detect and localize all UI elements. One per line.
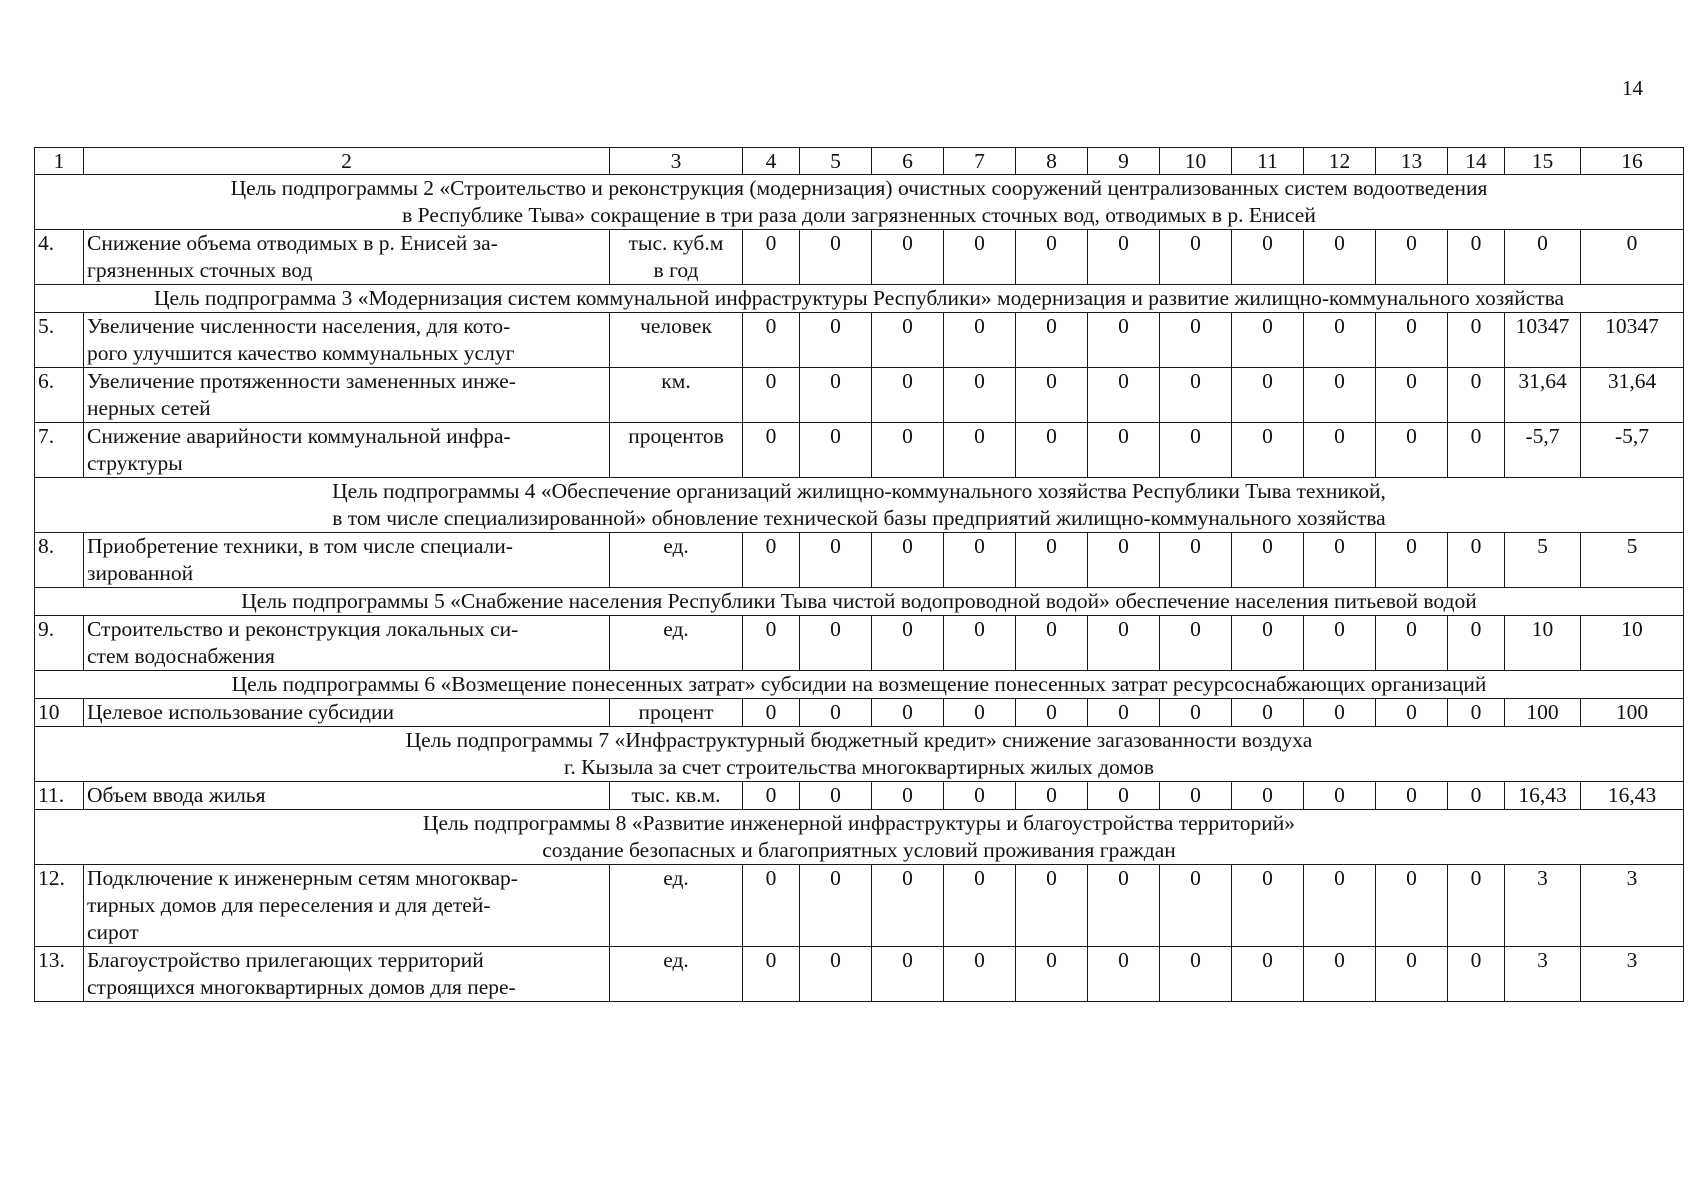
- value-cell: 0: [1088, 423, 1160, 478]
- value-cell: 0: [800, 616, 872, 671]
- row-number: 13.: [35, 947, 84, 1002]
- value-cell: 0: [1016, 313, 1088, 368]
- value-cell: 0: [1160, 313, 1232, 368]
- indicator-name-line: структуры: [87, 451, 183, 475]
- indicator-name-line: сирот: [87, 920, 139, 944]
- header-cell: 6: [872, 148, 944, 175]
- indicator-name: [84, 533, 610, 588]
- value-cell: 0: [1304, 313, 1376, 368]
- header-cell: 5: [800, 148, 872, 175]
- value-cell: 0: [1304, 782, 1376, 810]
- value-cell: 0: [1448, 423, 1505, 478]
- value-cell: 0: [1232, 313, 1304, 368]
- unit-of-measure: [610, 782, 743, 810]
- unit-of-measure: [610, 423, 743, 478]
- indicator-name-line: строящихся многоквартирных домов для пере-: [87, 975, 516, 999]
- value-cell: 0: [800, 230, 872, 285]
- indicator-name-line: Строительство и реконструкция локальных си-: [87, 617, 519, 641]
- value-cell: 0: [1232, 782, 1304, 810]
- value-cell: 0: [1376, 423, 1448, 478]
- value-cell: 0: [1448, 699, 1505, 727]
- indicator-name: [84, 230, 610, 285]
- unit-line: ед.: [663, 948, 689, 972]
- unit-of-measure: [610, 699, 743, 727]
- indicator-name-line: Благоустройство прилегающих территорий: [87, 948, 484, 972]
- value-cell: 0: [743, 368, 800, 423]
- indicator-row: [35, 782, 1684, 810]
- value-cell: 0: [1232, 423, 1304, 478]
- value-cell: 3: [1581, 947, 1684, 1002]
- row-number: 12.: [35, 865, 84, 947]
- value-cell: 0: [944, 699, 1016, 727]
- indicator-name-line: зированной: [87, 561, 194, 585]
- header-cell: 7: [944, 148, 1016, 175]
- value-cell: 3: [1505, 947, 1581, 1002]
- value-cell: 0: [1016, 423, 1088, 478]
- value-cell: 0: [1016, 230, 1088, 285]
- value-cell: 5: [1581, 533, 1684, 588]
- indicator-name: [84, 313, 610, 368]
- indicator-name: [84, 699, 610, 727]
- value-cell: 0: [1376, 533, 1448, 588]
- value-cell: 0: [800, 368, 872, 423]
- goal-row: [35, 671, 1684, 699]
- goal-text-line: создание безопасных и благоприятных условий проживания граждан: [542, 838, 1176, 862]
- value-cell: 0: [1232, 368, 1304, 423]
- indicator-name-line: Увеличение протяженности замененных инже-: [87, 369, 516, 393]
- value-cell: 0: [743, 313, 800, 368]
- unit-line: человек: [640, 314, 712, 338]
- value-cell: 0: [1232, 230, 1304, 285]
- value-cell: 0: [1376, 230, 1448, 285]
- value-cell: 0: [743, 782, 800, 810]
- row-number: 5.: [35, 313, 84, 368]
- table-body: [35, 148, 1684, 1002]
- header-cell: 3: [610, 148, 743, 175]
- value-cell: 0: [800, 313, 872, 368]
- value-cell: 0: [1232, 947, 1304, 1002]
- value-cell: 0: [1088, 616, 1160, 671]
- header-row: [35, 148, 1684, 175]
- indicator-name-line: Приобретение техники, в том числе специали-: [87, 534, 513, 558]
- value-cell: 0: [1448, 782, 1505, 810]
- value-cell: 0: [1581, 230, 1684, 285]
- indicator-name-line: нерных сетей: [87, 396, 211, 420]
- value-cell: 5: [1505, 533, 1581, 588]
- value-cell: 0: [1376, 947, 1448, 1002]
- value-cell: 0: [1232, 865, 1304, 947]
- value-cell: 0: [944, 230, 1016, 285]
- indicator-name-line: тирных домов для переселения и для детей-: [87, 893, 491, 917]
- value-cell: 0: [872, 865, 944, 947]
- value-cell: 0: [743, 533, 800, 588]
- header-cell: 12: [1304, 148, 1376, 175]
- value-cell: 0: [1448, 533, 1505, 588]
- indicator-row: [35, 533, 1684, 588]
- value-cell: 10347: [1581, 313, 1684, 368]
- unit-line: км.: [661, 369, 691, 393]
- value-cell: 0: [1304, 699, 1376, 727]
- indicator-row: [35, 947, 1684, 1002]
- unit-line: тыс. кв.м.: [631, 783, 721, 807]
- value-cell: 0: [1304, 533, 1376, 588]
- unit-line: ед.: [663, 866, 689, 890]
- value-cell: 0: [1088, 533, 1160, 588]
- value-cell: 0: [944, 423, 1016, 478]
- indicator-row: [35, 368, 1684, 423]
- indicator-name: [84, 616, 610, 671]
- goal-text-line: Цель подпрограммы 7 «Инфраструктурный бюджетный кредит» снижение загазованности воздуха: [405, 728, 1313, 752]
- indicator-name-line: Подключение к инженерным сетям многоквар-: [87, 866, 518, 890]
- value-cell: 0: [1505, 230, 1581, 285]
- value-cell: 0: [1376, 313, 1448, 368]
- value-cell: 0: [1304, 423, 1376, 478]
- indicator-name-line: Снижение объема отводимых в р. Енисей за-: [87, 231, 498, 255]
- indicator-name: [84, 782, 610, 810]
- value-cell: 10347: [1505, 313, 1581, 368]
- goal-text: [35, 727, 1684, 782]
- indicator-name: [84, 368, 610, 423]
- indicator-row: [35, 230, 1684, 285]
- value-cell: 0: [1088, 782, 1160, 810]
- value-cell: 0: [944, 616, 1016, 671]
- value-cell: 0: [1016, 947, 1088, 1002]
- value-cell: 0: [800, 865, 872, 947]
- value-cell: 0: [743, 865, 800, 947]
- goal-row: [35, 727, 1684, 782]
- value-cell: 0: [1160, 947, 1232, 1002]
- value-cell: 0: [1232, 533, 1304, 588]
- goal-text: [35, 810, 1684, 865]
- value-cell: 0: [872, 782, 944, 810]
- value-cell: 0: [1088, 313, 1160, 368]
- value-cell: 0: [944, 313, 1016, 368]
- unit-line: ед.: [663, 534, 689, 558]
- value-cell: 0: [1160, 230, 1232, 285]
- header-cell: 13: [1376, 148, 1448, 175]
- header-cell: 8: [1016, 148, 1088, 175]
- value-cell: 0: [1160, 533, 1232, 588]
- row-number: 10: [35, 699, 84, 727]
- row-number: 7.: [35, 423, 84, 478]
- indicator-name-line: Целевое использование субсидии: [87, 700, 394, 724]
- indicator-name: [84, 423, 610, 478]
- value-cell: 16,43: [1581, 782, 1684, 810]
- value-cell: 0: [1160, 865, 1232, 947]
- value-cell: 0: [1376, 616, 1448, 671]
- value-cell: 0: [743, 699, 800, 727]
- value-cell: 0: [800, 947, 872, 1002]
- value-cell: 0: [1016, 782, 1088, 810]
- value-cell: 0: [872, 616, 944, 671]
- value-cell: 100: [1505, 699, 1581, 727]
- goal-row: [35, 175, 1684, 230]
- header-cell: 4: [743, 148, 800, 175]
- unit-line: ед.: [663, 617, 689, 641]
- page-number: 14: [1622, 76, 1643, 100]
- goal-text: [35, 588, 1684, 616]
- value-cell: 31,64: [1581, 368, 1684, 423]
- value-cell: 0: [1160, 368, 1232, 423]
- value-cell: 0: [1448, 616, 1505, 671]
- value-cell: 0: [1016, 699, 1088, 727]
- indicator-name-line: Снижение аварийности коммунальной инфра-: [87, 424, 511, 448]
- header-cell: 2: [84, 148, 610, 175]
- goal-text-line: в том числе специализированной» обновление технической базы предприятий жилищно-коммунального хозяйства: [332, 506, 1386, 530]
- goal-text-line: Цель подпрограмма 3 «Модернизация систем коммунальной инфраструктуры Республики» модернизация и развитие жилищно-коммунального хозяйства: [153, 286, 1565, 310]
- value-cell: 0: [1160, 699, 1232, 727]
- value-cell: 0: [800, 699, 872, 727]
- value-cell: 0: [1088, 230, 1160, 285]
- unit-of-measure: [610, 368, 743, 423]
- indicator-name-line: Объем ввода жилья: [87, 783, 266, 807]
- goal-text: [35, 478, 1684, 533]
- goal-text-line: г. Кызыла за счет строительства многоквартирных жилых домов: [564, 755, 1154, 779]
- row-number: 8.: [35, 533, 84, 588]
- value-cell: 10: [1581, 616, 1684, 671]
- indicator-name-line: Увеличение численности населения, для кото-: [87, 314, 511, 338]
- header-cell: 10: [1160, 148, 1232, 175]
- value-cell: 0: [944, 368, 1016, 423]
- value-cell: 10: [1505, 616, 1581, 671]
- indicator-name-line: стем водоснабжения: [87, 644, 275, 668]
- unit-line: в год: [653, 258, 699, 282]
- value-cell: -5,7: [1581, 423, 1684, 478]
- value-cell: 0: [1376, 865, 1448, 947]
- unit-line: процентов: [628, 424, 724, 448]
- value-cell: 0: [872, 699, 944, 727]
- value-cell: 3: [1505, 865, 1581, 947]
- value-cell: 0: [1304, 230, 1376, 285]
- value-cell: 0: [944, 533, 1016, 588]
- value-cell: 0: [1448, 368, 1505, 423]
- goal-text-line: Цель подпрограммы 2 «Строительство и реконструкция (модернизация) очистных сооружений централизованных систем водоотведения: [230, 176, 1488, 200]
- indicator-row: [35, 313, 1684, 368]
- value-cell: 0: [1160, 782, 1232, 810]
- value-cell: 0: [1376, 368, 1448, 423]
- header-cell: 15: [1505, 148, 1581, 175]
- goal-text-line: Цель подпрограммы 6 «Возмещение понесенных затрат» субсидии на возмещение понесенных затрат ресурсоснабжающих организаций: [231, 672, 1487, 696]
- value-cell: 0: [1448, 313, 1505, 368]
- value-cell: 3: [1581, 865, 1684, 947]
- unit-of-measure: [610, 313, 743, 368]
- value-cell: 0: [1448, 230, 1505, 285]
- value-cell: 0: [1304, 947, 1376, 1002]
- value-cell: 0: [1088, 699, 1160, 727]
- value-cell: 0: [1016, 533, 1088, 588]
- row-number: 4.: [35, 230, 84, 285]
- unit-of-measure: [610, 533, 743, 588]
- value-cell: 0: [743, 616, 800, 671]
- goal-text-line: Цель подпрограммы 5 «Снабжение населения Республики Тыва чистой водопроводной водой» обеспечение населения питьевой водой: [241, 589, 1477, 613]
- goal-row: [35, 478, 1684, 533]
- value-cell: 0: [1160, 423, 1232, 478]
- indicator-name: [84, 865, 610, 947]
- indicator-name-line: грязненных сточных вод: [87, 258, 313, 282]
- value-cell: 0: [872, 947, 944, 1002]
- header-cell: 16: [1581, 148, 1684, 175]
- goal-row: [35, 810, 1684, 865]
- header-cell: 1: [35, 148, 84, 175]
- unit-line: тыс. куб.м: [628, 231, 724, 255]
- goal-row: [35, 285, 1684, 313]
- indicator-row: [35, 616, 1684, 671]
- unit-of-measure: [610, 947, 743, 1002]
- goal-text-line: Цель подпрограммы 4 «Обеспечение организаций жилищно-коммунального хозяйства Республики Тыва техникой,: [332, 479, 1386, 503]
- value-cell: 0: [872, 368, 944, 423]
- header-cell: 11: [1232, 148, 1304, 175]
- indicator-row: [35, 865, 1684, 947]
- indicator-name: [84, 947, 610, 1002]
- value-cell: 0: [944, 782, 1016, 810]
- value-cell: 0: [872, 423, 944, 478]
- value-cell: 0: [743, 230, 800, 285]
- value-cell: 0: [743, 423, 800, 478]
- value-cell: 0: [1304, 368, 1376, 423]
- row-number: 9.: [35, 616, 84, 671]
- value-cell: 0: [944, 947, 1016, 1002]
- goal-text: [35, 671, 1684, 699]
- value-cell: -5,7: [1505, 423, 1581, 478]
- unit-of-measure: [610, 616, 743, 671]
- value-cell: 0: [1016, 616, 1088, 671]
- value-cell: 0: [872, 230, 944, 285]
- value-cell: 0: [1376, 699, 1448, 727]
- value-cell: 0: [1376, 782, 1448, 810]
- indicators-table: [34, 147, 1684, 1002]
- unit-of-measure: [610, 230, 743, 285]
- goal-text: [35, 175, 1684, 230]
- value-cell: 0: [800, 782, 872, 810]
- value-cell: 0: [1016, 865, 1088, 947]
- value-cell: 0: [800, 423, 872, 478]
- unit-line: процент: [638, 700, 714, 724]
- unit-of-measure: [610, 865, 743, 947]
- indicator-name-line: рого улучшится качество коммунальных услуг: [87, 341, 515, 365]
- value-cell: 0: [1088, 865, 1160, 947]
- value-cell: 0: [1016, 368, 1088, 423]
- value-cell: 16,43: [1505, 782, 1581, 810]
- value-cell: 0: [1232, 616, 1304, 671]
- indicator-row: [35, 423, 1684, 478]
- value-cell: 0: [872, 313, 944, 368]
- value-cell: 0: [1448, 947, 1505, 1002]
- value-cell: 31,64: [1505, 368, 1581, 423]
- value-cell: 100: [1581, 699, 1684, 727]
- value-cell: 0: [1088, 947, 1160, 1002]
- value-cell: 0: [1304, 616, 1376, 671]
- goal-text-line: в Республике Тыва» сокращение в три раза доли загрязненных сточных вод, отводимых в р. Енисей: [402, 203, 1316, 227]
- header-cell: 14: [1448, 148, 1505, 175]
- indicator-row: [35, 699, 1684, 727]
- value-cell: 0: [1304, 865, 1376, 947]
- row-number: 6.: [35, 368, 84, 423]
- value-cell: 0: [1088, 368, 1160, 423]
- value-cell: 0: [1232, 699, 1304, 727]
- value-cell: 0: [944, 865, 1016, 947]
- header-cell: 9: [1088, 148, 1160, 175]
- goal-text: [35, 285, 1684, 313]
- value-cell: 0: [800, 533, 872, 588]
- goal-row: [35, 588, 1684, 616]
- value-cell: 0: [743, 947, 800, 1002]
- row-number: 11.: [35, 782, 84, 810]
- value-cell: 0: [872, 533, 944, 588]
- value-cell: 0: [1160, 616, 1232, 671]
- value-cell: 0: [1448, 865, 1505, 947]
- goal-text-line: Цель подпрограммы 8 «Развитие инженерной инфраструктуры и благоустройства территорий»: [422, 811, 1296, 835]
